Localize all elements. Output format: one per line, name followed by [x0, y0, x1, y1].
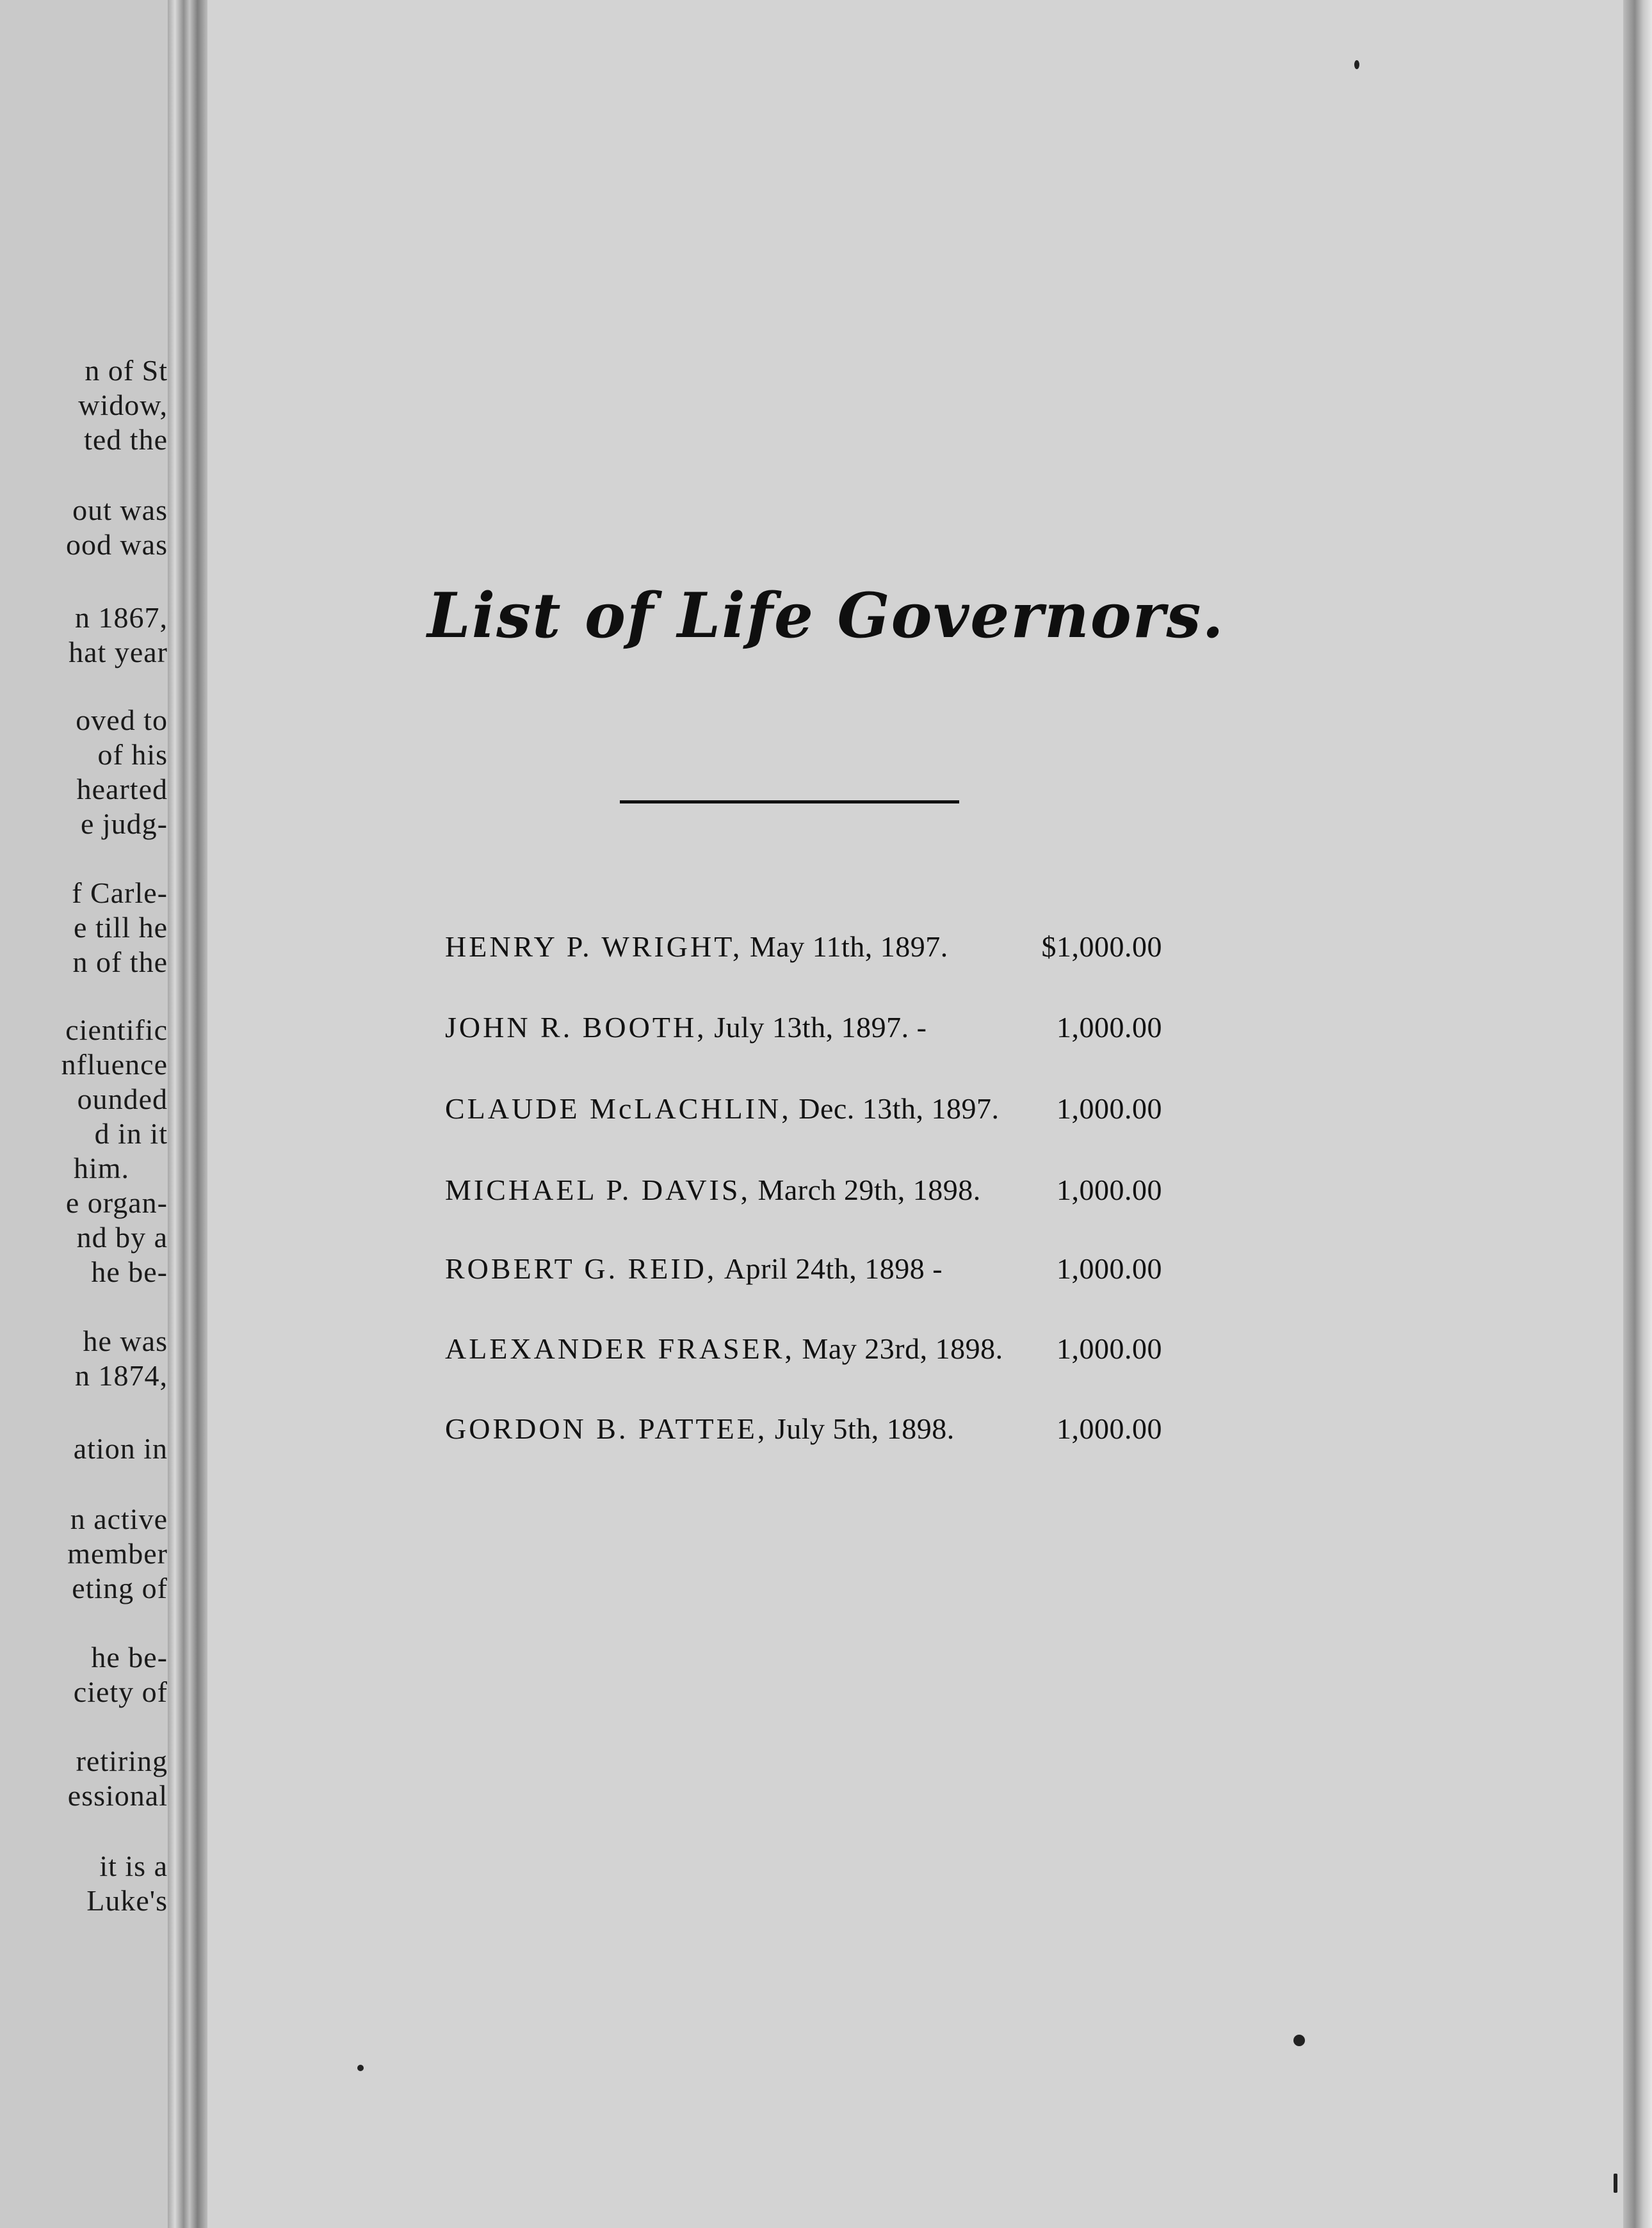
left-page-line: ted the — [84, 423, 168, 456]
governor-date: May 23rd, 1898. — [802, 1332, 1003, 1365]
left-page-line: ounded — [77, 1083, 168, 1115]
left-page-line: member — [67, 1537, 168, 1570]
left-page-line: cientific — [65, 1013, 168, 1046]
left-page-line: it is a — [99, 1850, 168, 1882]
governor-amount: 1,000.00 — [1057, 1252, 1162, 1285]
governor-name: MICHAEL P. DAVIS, — [445, 1174, 750, 1206]
page-title: List of Life Governors. — [427, 579, 1225, 652]
governor-amount: 1,000.00 — [1057, 1174, 1162, 1206]
governor-date: March 29th, 1898. — [757, 1174, 981, 1206]
left-page-line: him. — [73, 1152, 129, 1184]
left-page-line: Luke's — [86, 1884, 168, 1917]
left-page-line: e organ- — [65, 1186, 168, 1219]
governor-amount: $1,000.00 — [1041, 930, 1162, 963]
governor-date: Dec. 13th, 1897. — [798, 1092, 1000, 1125]
paper-speck — [357, 2065, 364, 2071]
governor-entry — [445, 1252, 1162, 1296]
left-page-line: n of the — [72, 946, 168, 978]
left-page-line: hat year — [69, 636, 168, 668]
left-page-line: ciety of — [73, 1675, 168, 1708]
governor-amount: 1,000.00 — [1057, 1011, 1162, 1044]
governor-entry — [445, 930, 1162, 974]
governor-name: HENRY P. WRIGHT, — [445, 930, 743, 963]
book-gutter — [168, 0, 207, 2228]
governor-entry — [445, 1092, 1162, 1136]
left-page-line: e judg- — [80, 807, 168, 840]
title-divider — [620, 800, 959, 803]
governor-date: April 24th, 1898 - — [724, 1252, 943, 1285]
governor-name: GORDON B. PATTEE, — [445, 1412, 768, 1445]
governor-name: ROBERT G. REID, — [445, 1252, 717, 1285]
left-page-line: nfluence — [61, 1048, 168, 1081]
left-page-line: nd by a — [76, 1221, 168, 1254]
paper-speck — [1354, 60, 1359, 69]
governor-entry — [445, 1173, 1162, 1218]
left-page-line: ation in — [73, 1432, 168, 1465]
governor-name: CLAUDE McLACHLIN, — [445, 1092, 791, 1125]
left-page-line: he be- — [91, 1641, 168, 1674]
left-page-line: out was — [72, 494, 168, 526]
governor-name: JOHN R. BOOTH, — [445, 1011, 707, 1044]
paper-speck — [1614, 2174, 1617, 2193]
governor-entry — [445, 1412, 1162, 1457]
left-page-line: eting of — [72, 1572, 168, 1604]
left-page-line: ood was — [65, 528, 168, 561]
left-page-line: n 1874, — [75, 1359, 168, 1392]
governor-date: July 13th, 1897. - — [714, 1011, 927, 1044]
governor-amount: 1,000.00 — [1057, 1092, 1162, 1125]
left-page-line: he be- — [91, 1255, 168, 1288]
left-page-line: f Carle- — [72, 876, 168, 909]
left-page-line: widow, — [78, 389, 168, 421]
left-page-line: hearted — [76, 773, 168, 805]
paper-speck — [1293, 2035, 1305, 2046]
left-page-line: essional — [67, 1779, 168, 1812]
left-page-line: n active — [70, 1503, 168, 1535]
left-page-line: retiring — [76, 1745, 168, 1777]
governor-amount: 1,000.00 — [1057, 1412, 1162, 1445]
previous-page-strip — [0, 0, 168, 2228]
left-page-line: e till he — [74, 911, 168, 944]
governor-date: May 11th, 1897. — [749, 930, 948, 963]
page-right-edge — [1623, 0, 1652, 2228]
left-page-line: he was — [83, 1325, 168, 1357]
governor-entry — [445, 1332, 1162, 1376]
left-page-line: of his — [97, 738, 168, 771]
left-page-line: n of St — [85, 354, 168, 387]
governor-date: July 5th, 1898. — [774, 1412, 955, 1445]
left-page-line: oved to — [76, 704, 168, 736]
left-page-line: n 1867, — [75, 601, 168, 634]
governor-amount: 1,000.00 — [1057, 1332, 1162, 1365]
governor-name: ALEXANDER FRASER, — [445, 1332, 795, 1365]
left-page-line: d in it — [94, 1117, 168, 1150]
governor-entry — [445, 1010, 1162, 1055]
